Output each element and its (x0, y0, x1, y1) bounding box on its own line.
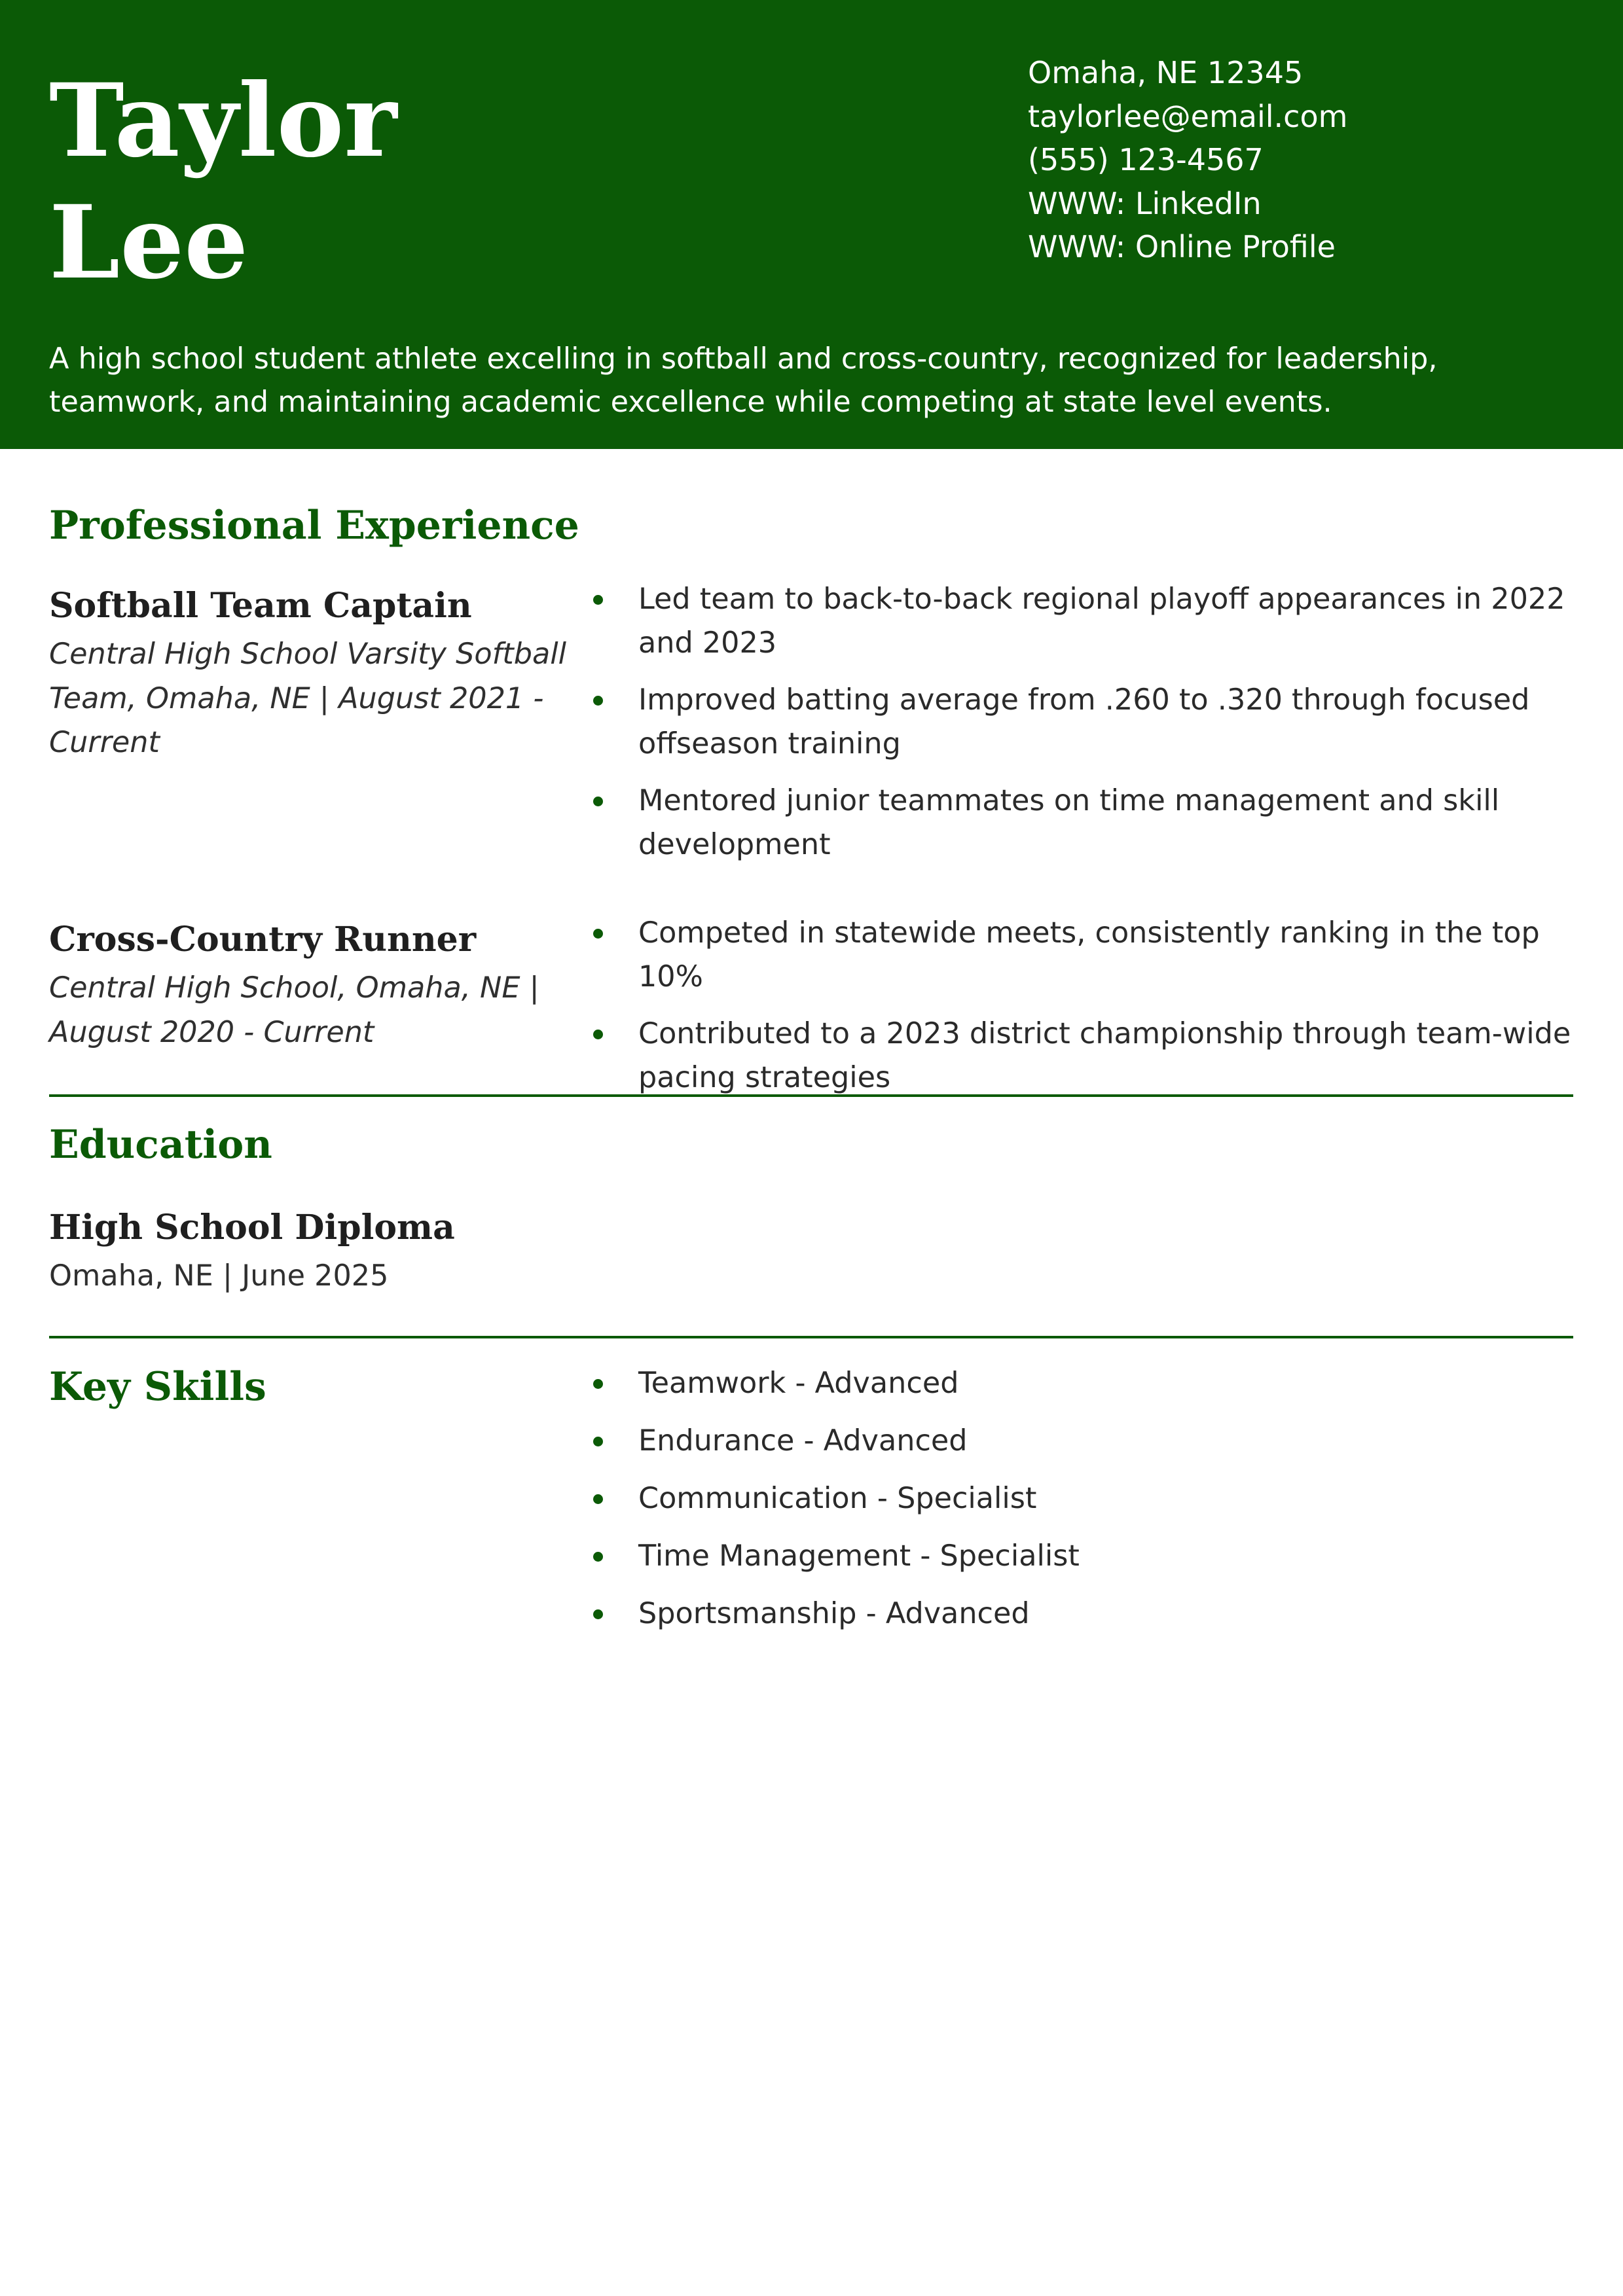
bullet-text: Improved batting average from .260 to .320 through focused offseason training (638, 683, 1530, 761)
bullet-dot-icon (593, 929, 603, 939)
experience-section-title: Professional Experience (49, 503, 579, 548)
bullet-dot-icon (593, 696, 603, 706)
list-item (586, 1013, 1581, 1100)
list-item (586, 780, 1581, 867)
section-divider (49, 1094, 1573, 1097)
list-item (586, 1535, 1581, 1579)
job-details: Central High School, Omaha, NE | August 2020 - Current (49, 971, 539, 1049)
candidate-name (49, 60, 638, 304)
skill-text: Time Management - Specialist (638, 1539, 1080, 1573)
job-details: Central High School Varsity Softball Team, Omaha, NE | August 2021 - Current (49, 637, 566, 759)
bullet-dot-icon (593, 1494, 603, 1504)
list-item (586, 679, 1581, 766)
profile-summary: A high school student athlete excelling in softball and cross-country, recognized for leadership, teamwork, and maintaining academic excellence while competing at state level events. (49, 342, 1438, 419)
skill-text: Teamwork - Advanced (638, 1367, 959, 1400)
contact-linkedin-link[interactable]: WWW: LinkedIn (1028, 185, 1262, 221)
list-item (586, 1420, 1581, 1463)
degree-title: High School Diploma (49, 1208, 455, 1247)
skills-list (586, 1362, 1581, 1650)
skill-text: Endurance - Advanced (638, 1424, 968, 1458)
contact-phone: (555) 123-4567 (1028, 142, 1264, 177)
list-item (586, 1592, 1581, 1636)
list-item (586, 912, 1581, 999)
job-bullet-list (586, 912, 1581, 1113)
first-name: Taylor (49, 62, 397, 180)
list-item (586, 578, 1581, 665)
bullet-text: Led team to back-to-back regional playoff appearances in 2022 and 2023 (638, 583, 1565, 660)
bullet-text: Mentored junior teammates on time management and skill development (638, 784, 1500, 861)
contact-email[interactable]: taylorlee@email.com (1028, 98, 1348, 134)
last-name: Lee (49, 183, 249, 302)
list-item (586, 1362, 1581, 1406)
contact-address: Omaha, NE 12345 (1028, 55, 1304, 90)
bullet-dot-icon (593, 1030, 603, 1039)
bullet-dot-icon (593, 595, 603, 605)
bullet-text: Competed in statewide meets, consistently ranking in the top 10% (638, 916, 1540, 994)
education-section-title: Education (49, 1122, 272, 1168)
bullet-dot-icon (593, 1379, 603, 1389)
bullet-dot-icon (593, 1552, 603, 1562)
job-bullet-list (586, 578, 1581, 880)
bullet-dot-icon (593, 797, 603, 806)
bullet-dot-icon (593, 1437, 603, 1446)
contact-profile-link[interactable]: WWW: Online Profile (1028, 229, 1336, 264)
bullet-dot-icon (593, 1609, 603, 1619)
skill-text: Communication - Specialist (638, 1482, 1037, 1515)
bullet-text: Contributed to a 2023 district championship through team-wide pacing strategies (638, 1017, 1571, 1094)
resume-header (0, 0, 1623, 449)
job-title: Softball Team Captain (49, 586, 472, 626)
skills-section-title: Key Skills (49, 1364, 266, 1410)
contact-block (1028, 51, 1591, 269)
job-title: Cross-Country Runner (49, 920, 477, 960)
degree-details: Omaha, NE | June 2025 (49, 1259, 389, 1293)
list-item (586, 1477, 1581, 1521)
section-divider (49, 1336, 1573, 1338)
skill-text: Sportsmanship - Advanced (638, 1597, 1030, 1630)
